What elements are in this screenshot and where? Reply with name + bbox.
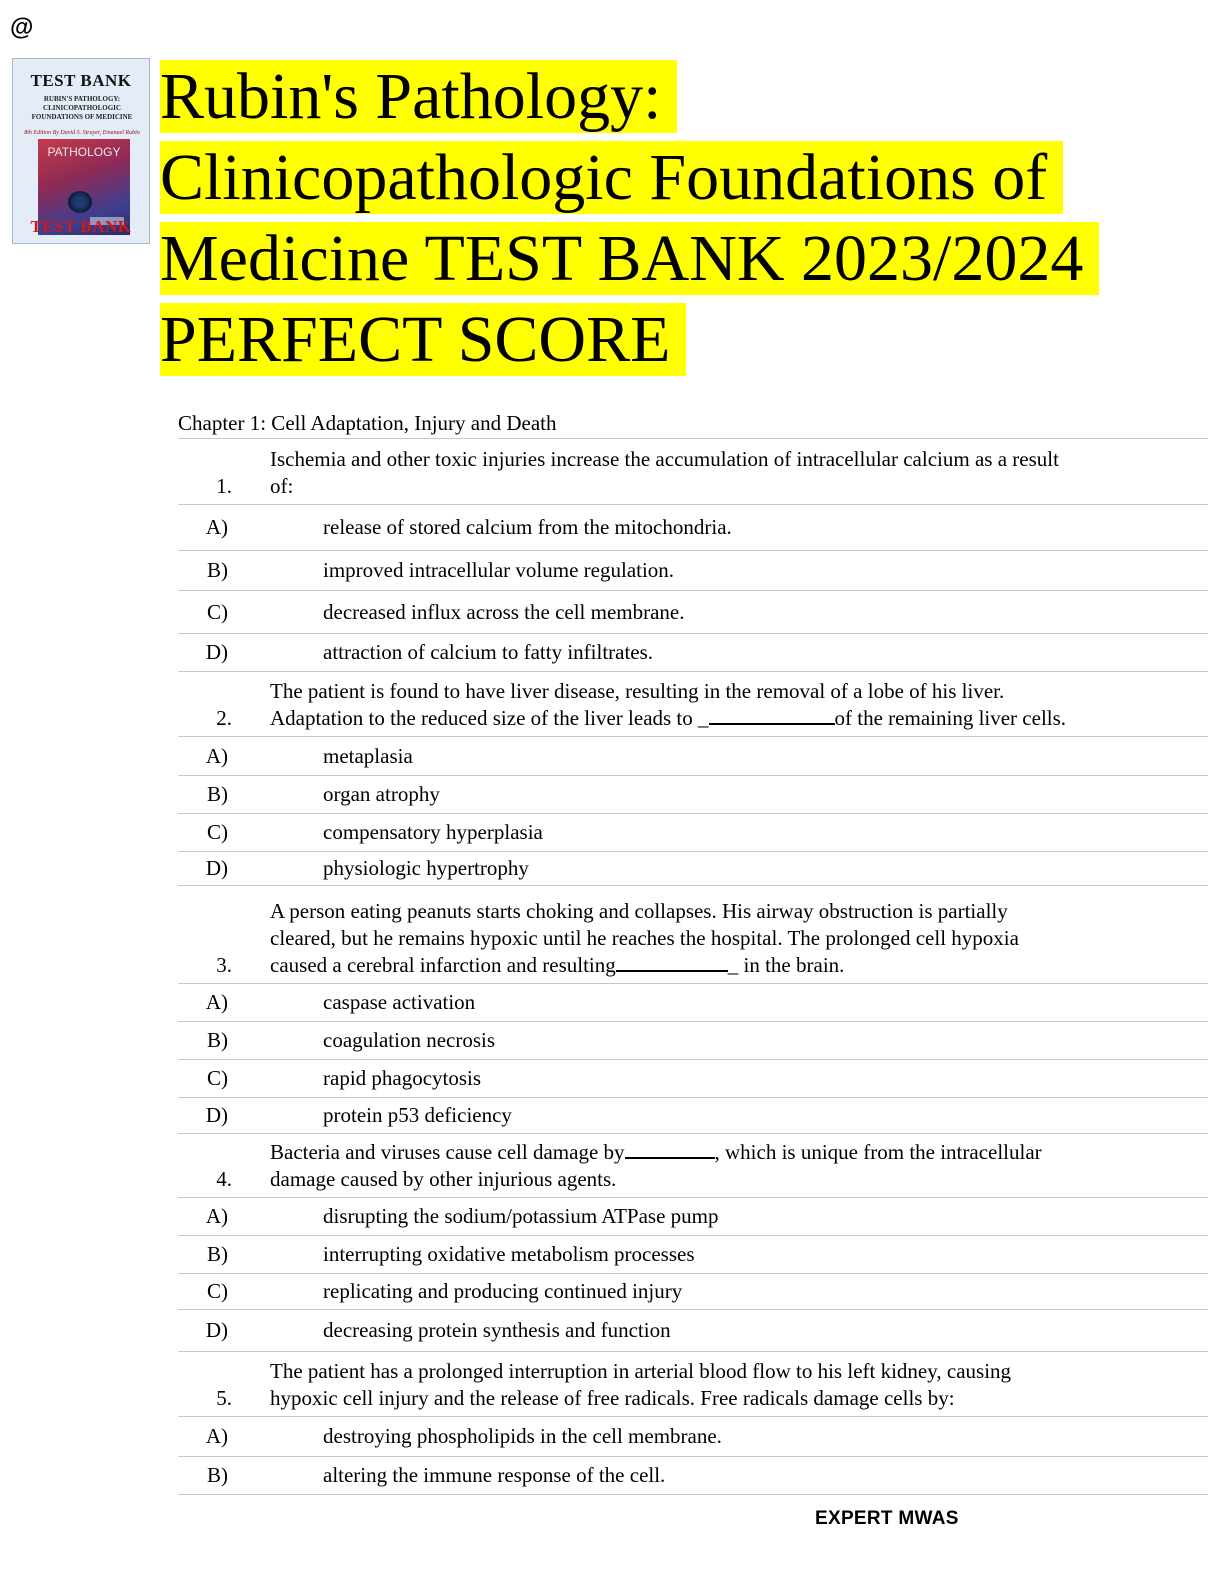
- cover-subtitle-line-1: RUBIN'S PATHOLOGY:: [43, 95, 121, 103]
- question-line: cleared, but he remains hypoxic until he reaches the hospital. The prolonged cell hypoxia: [270, 926, 1019, 950]
- cover-title: TEST BANK: [30, 71, 132, 90]
- option-row: [178, 1274, 1208, 1310]
- option-text: metaplasia: [323, 743, 413, 768]
- option-text: decreasing protein synthesis and function: [323, 1318, 671, 1342]
- option-label: A): [205, 743, 228, 768]
- option-text: interrupting oxidative metabolism processes: [323, 1242, 695, 1266]
- option-text: protein p53 deficiency: [323, 1103, 512, 1127]
- title-line-4-text: PERFECT SCORE: [160, 303, 686, 376]
- option-label: C): [207, 1066, 228, 1090]
- option-row: [178, 776, 1208, 814]
- cover-subtitle: [17, 95, 147, 122]
- option-label: D): [205, 856, 228, 880]
- answer-blank: [616, 952, 728, 972]
- title-line-2-text: Clinicopathologic Foundations of: [160, 141, 1063, 214]
- option-row: [178, 1098, 1208, 1134]
- option-label: D): [205, 1318, 228, 1342]
- answer-blank: [709, 705, 835, 725]
- question-5: [178, 1352, 1208, 1417]
- option-text: organ atrophy: [323, 782, 440, 806]
- option-label: A): [205, 1204, 228, 1228]
- option-label: B): [207, 1028, 228, 1052]
- question-text-segment: _ in the brain.: [727, 953, 845, 977]
- document-title: [160, 56, 1180, 380]
- question-text-segment: of the remaining liver cells.: [834, 706, 1067, 730]
- question-line: damage caused by other injurious agents.: [270, 1167, 617, 1191]
- question-2: [178, 672, 1208, 737]
- question-text: [270, 898, 1170, 979]
- option-label: A): [205, 515, 228, 539]
- option-row: [178, 505, 1208, 551]
- question-text-segment: Adaptation to the reduced size of the liver leads to _: [270, 706, 709, 730]
- option-text: compensatory hyperplasia: [323, 820, 543, 844]
- option-label: A): [205, 1424, 228, 1448]
- option-text: release of stored calcium from the mitochondria.: [323, 515, 732, 539]
- option-text: physiologic hypertrophy: [323, 856, 529, 880]
- question-text: [270, 446, 1170, 500]
- question-3: [178, 886, 1208, 984]
- title-line-2: [160, 137, 1180, 218]
- question-number: 4.: [216, 1167, 232, 1191]
- question-number: 1.: [216, 474, 232, 498]
- answer-blank: [625, 1139, 715, 1159]
- question-line: Ischemia and other toxic injuries increase the accumulation of intracellular calcium as a result: [270, 447, 1059, 471]
- question-line: The patient has a prolonged interruption in arterial blood flow to his left kidney, causing: [270, 1359, 1012, 1383]
- title-line-4: [160, 299, 1180, 380]
- option-row: [178, 634, 1208, 672]
- option-label: D): [205, 1103, 228, 1127]
- question-line: [270, 952, 1170, 979]
- question-text-segment: caused a cerebral infarction and resulting: [270, 953, 616, 977]
- option-label: C): [207, 599, 228, 624]
- question-number: 3.: [216, 953, 232, 977]
- option-row: [178, 591, 1208, 634]
- question-text-segment: Bacteria and viruses cause cell damage by: [270, 1140, 625, 1164]
- question-1: [178, 439, 1208, 505]
- option-label: D): [205, 640, 228, 664]
- option-label: C): [207, 1279, 228, 1303]
- question-line: A person eating peanuts starts choking and collapses. His airway obstruction is partially: [270, 899, 1008, 923]
- cover-edition-line: 8th Edition By David S. Strayer, Emanuel Rubin: [24, 130, 140, 136]
- question-number: 5.: [216, 1386, 232, 1410]
- question-line: [270, 1139, 1170, 1166]
- footer-credit: EXPERT MWAS: [815, 1508, 959, 1529]
- option-label: B): [207, 558, 228, 582]
- option-row: [178, 1310, 1208, 1352]
- cover-subtitle-line-2: CLINICOPATHOLOGIC: [43, 104, 121, 112]
- header-at-mark: @: [10, 14, 34, 41]
- option-label: B): [207, 782, 228, 806]
- cover-subtitle-line-3: FOUNDATIONS OF MEDICINE: [31, 113, 133, 121]
- question-text: [270, 1358, 1170, 1412]
- option-row: [178, 814, 1208, 852]
- option-text: destroying phospholipids in the cell membrane.: [323, 1424, 722, 1448]
- question-line: hypoxic cell injury and the release of free radicals. Free radicals damage cells by:: [270, 1386, 955, 1410]
- option-label: B): [207, 1463, 228, 1487]
- book-cover-image: [12, 58, 150, 244]
- option-label: B): [207, 1242, 228, 1266]
- option-text: replicating and producing continued injury: [323, 1279, 683, 1303]
- question-4: [178, 1134, 1208, 1198]
- title-line-3: [160, 218, 1180, 299]
- cover-art-label: PATHOLOGY: [47, 145, 121, 159]
- question-text: [270, 1139, 1170, 1193]
- option-row: [178, 1417, 1208, 1457]
- question-list: [178, 408, 1208, 1495]
- question-text-segment: , which is unique from the intracellular: [714, 1140, 1042, 1164]
- chapter-heading: Chapter 1: Cell Adaptation, Injury and Death: [178, 408, 1208, 439]
- option-row: [178, 551, 1208, 591]
- option-text: altering the immune response of the cell.: [323, 1463, 666, 1487]
- option-text: improved intracellular volume regulation.: [323, 558, 675, 582]
- cover-stamp: TEST BANK: [30, 217, 132, 236]
- option-row: [178, 1060, 1208, 1098]
- option-text: rapid phagocytosis: [323, 1066, 482, 1090]
- option-row: [178, 1198, 1208, 1236]
- option-text: attraction of calcium to fatty infiltrates.: [323, 640, 654, 664]
- option-text: caspase activation: [323, 990, 476, 1014]
- title-line-3-text: Medicine TEST BANK 2023/2024: [160, 222, 1099, 295]
- question-number: 2.: [216, 706, 232, 730]
- option-text: decreased influx across the cell membrane.: [323, 599, 685, 624]
- option-row: [178, 1236, 1208, 1274]
- question-text: [270, 678, 1170, 732]
- title-line-1: [160, 56, 1180, 137]
- option-row: [178, 1022, 1208, 1060]
- option-row: [178, 1457, 1208, 1495]
- option-label: C): [207, 820, 228, 844]
- question-line: of:: [270, 474, 294, 498]
- title-line-1-text: Rubin's Pathology:: [160, 60, 677, 133]
- option-row: [178, 984, 1208, 1022]
- option-row: [178, 737, 1208, 776]
- option-text: coagulation necrosis: [323, 1028, 496, 1052]
- option-text: disrupting the sodium/potassium ATPase pump: [323, 1204, 719, 1228]
- option-label: A): [205, 990, 228, 1014]
- option-row: [178, 852, 1208, 886]
- question-line: [270, 705, 1170, 732]
- cover-illustration: [68, 191, 92, 213]
- question-line: The patient is found to have liver disease, resulting in the removal of a lobe of his liver.: [270, 679, 1005, 703]
